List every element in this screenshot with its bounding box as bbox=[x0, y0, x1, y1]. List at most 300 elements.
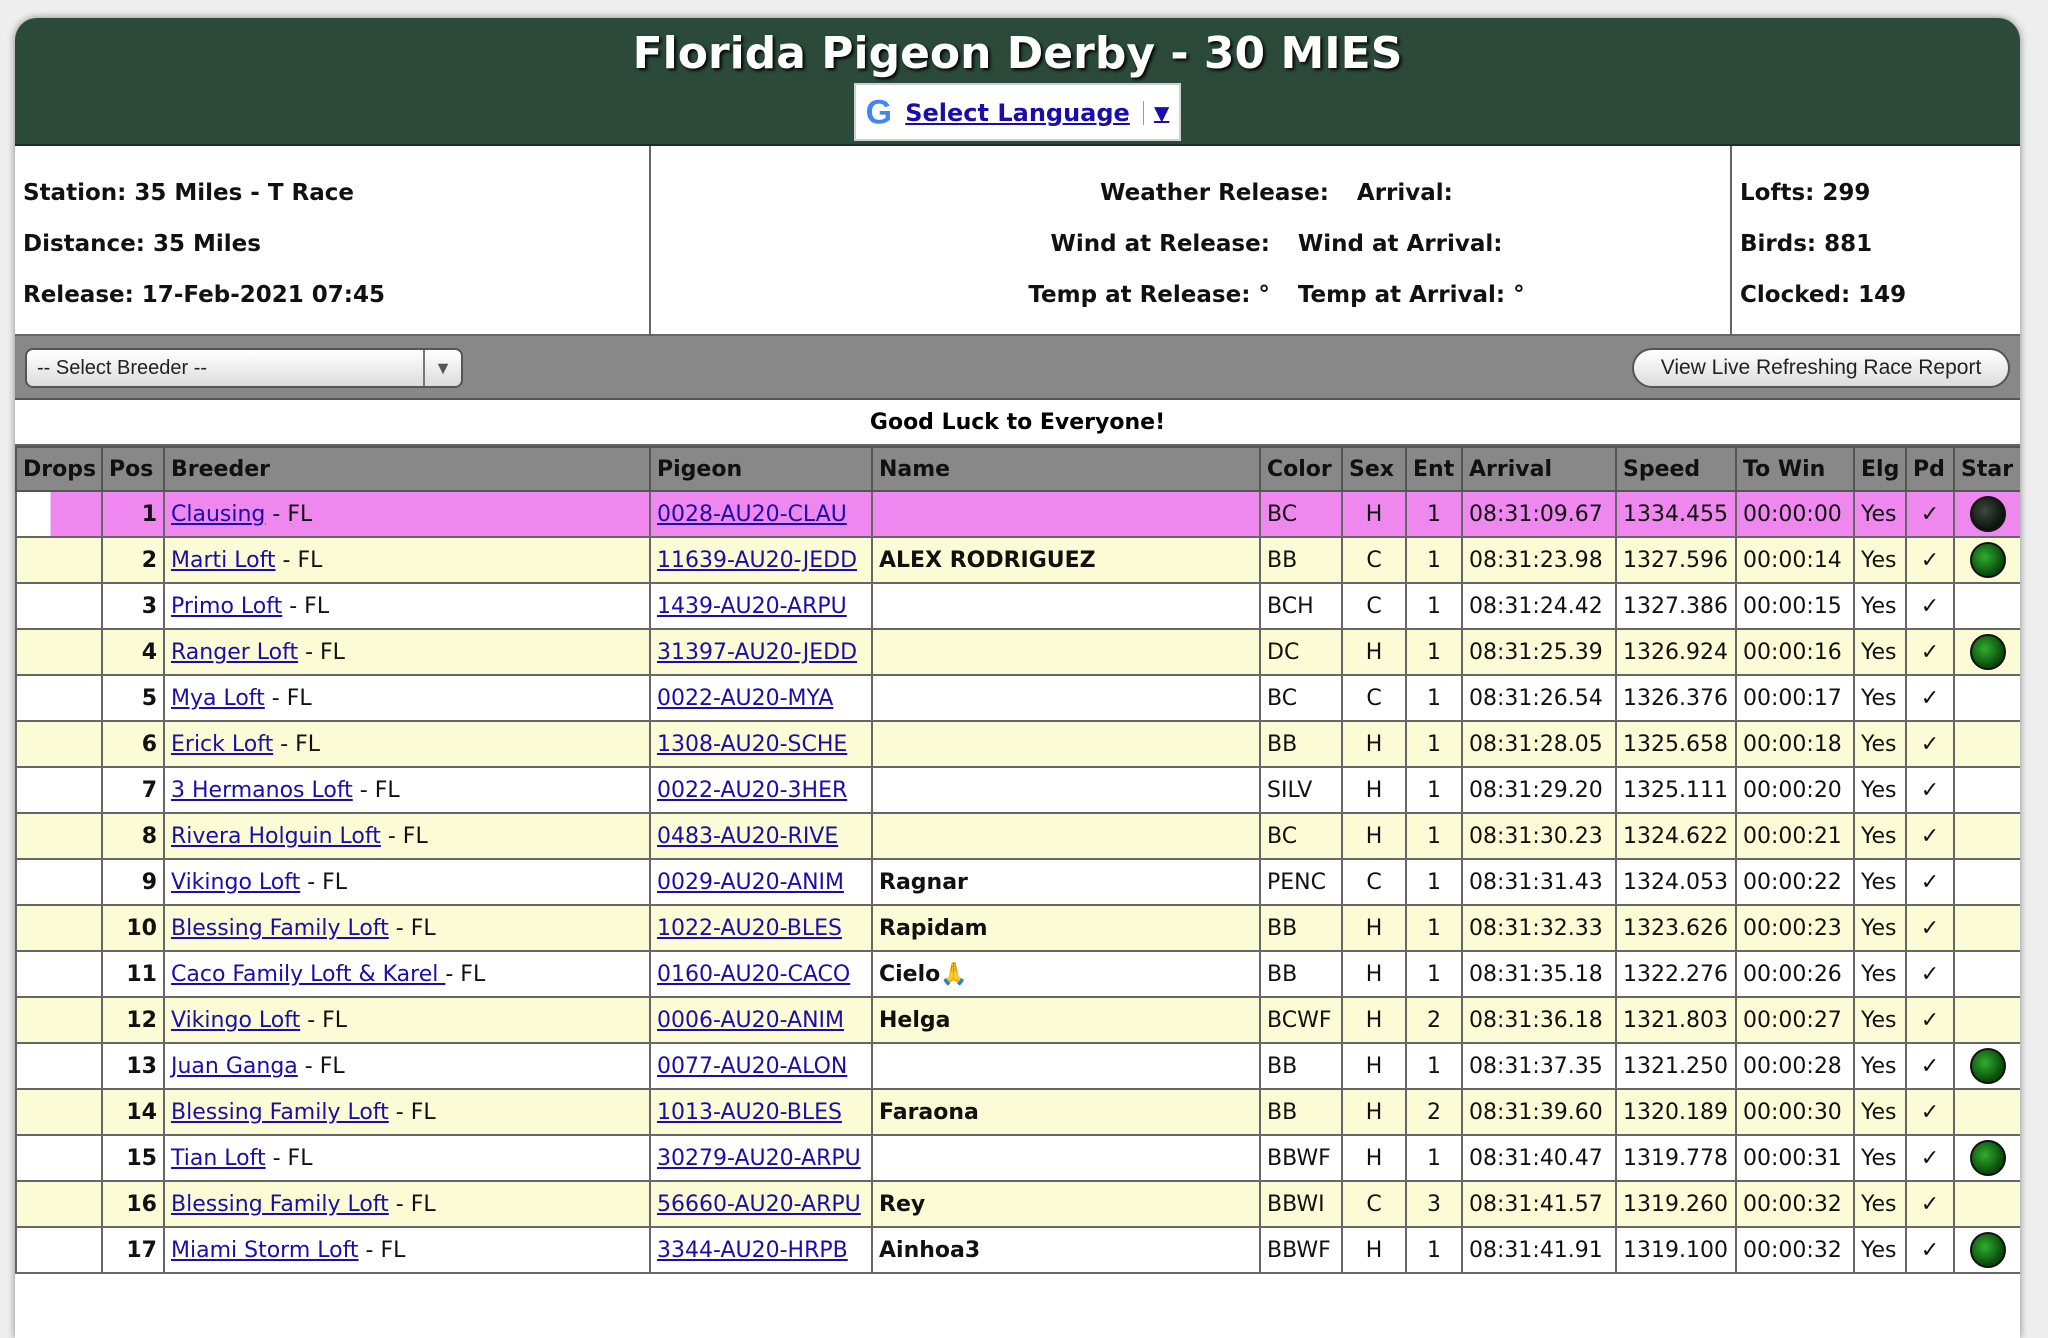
drops-cell bbox=[16, 905, 102, 951]
drops-cell bbox=[16, 1181, 102, 1227]
paid-cell: ✓ bbox=[1906, 951, 1954, 997]
color-cell: BBWF bbox=[1260, 1227, 1342, 1273]
chevron-down-icon[interactable]: ▼ bbox=[423, 350, 461, 386]
position-cell: 3 bbox=[102, 583, 164, 629]
pigeon-link[interactable]: 1308-AU20-SCHE bbox=[657, 731, 848, 757]
entries-cell: 1 bbox=[1406, 1135, 1462, 1181]
breeder-state: - FL bbox=[300, 1007, 348, 1033]
arrival-cell: 08:31:30.23 bbox=[1462, 813, 1616, 859]
pigeon-link[interactable]: 1022-AU20-BLES bbox=[657, 915, 842, 941]
drops-cell bbox=[16, 537, 102, 583]
pigeon-link[interactable]: 0077-AU20-ALON bbox=[657, 1053, 848, 1079]
sex-cell: C bbox=[1342, 1181, 1406, 1227]
breeder-link[interactable]: Mya Loft bbox=[171, 685, 265, 711]
pigeon-link[interactable]: 56660-AU20-ARPU bbox=[657, 1191, 861, 1217]
star-cell bbox=[1954, 491, 2020, 537]
breeder-select-value: -- Select Breeder -- bbox=[37, 357, 208, 379]
table-row bbox=[16, 859, 2020, 905]
arrival-cell: 08:31:23.98 bbox=[1462, 537, 1616, 583]
sex-cell: H bbox=[1342, 1089, 1406, 1135]
to-win-cell: 00:00:22 bbox=[1736, 859, 1854, 905]
entries-cell: 1 bbox=[1406, 905, 1462, 951]
pigeon-cell bbox=[650, 629, 872, 675]
weather-release-label: Weather Release: bbox=[1100, 180, 1329, 206]
breeder-state: - FL bbox=[265, 1145, 313, 1171]
pigeon-cell bbox=[650, 491, 872, 537]
pigeon-cell bbox=[650, 951, 872, 997]
speed-cell: 1326.924 bbox=[1616, 629, 1736, 675]
pigeon-link[interactable]: 0006-AU20-ANIM bbox=[657, 1007, 845, 1033]
entries-cell: 1 bbox=[1406, 629, 1462, 675]
star-indicator-icon bbox=[1970, 496, 2006, 532]
color-cell: BC bbox=[1260, 813, 1342, 859]
color-cell: DC bbox=[1260, 629, 1342, 675]
column-header-pos: Pos bbox=[102, 447, 164, 491]
select-language-link[interactable]: Select Language bbox=[905, 98, 1130, 127]
table-row bbox=[16, 491, 2020, 537]
breeder-select[interactable] bbox=[25, 348, 463, 388]
drops-cell bbox=[16, 1089, 102, 1135]
sex-cell: H bbox=[1342, 767, 1406, 813]
breeder-state: - FL bbox=[273, 731, 321, 757]
entries-cell: 2 bbox=[1406, 997, 1462, 1043]
pigeon-link[interactable]: 0022-AU20-MYA bbox=[657, 685, 834, 711]
eligible-cell: Yes bbox=[1854, 537, 1906, 583]
arrival-cell: 08:31:40.47 bbox=[1462, 1135, 1616, 1181]
table-row bbox=[16, 767, 2020, 813]
results-table bbox=[15, 446, 2020, 1274]
to-win-cell: 00:00:15 bbox=[1736, 583, 1854, 629]
paid-cell: ✓ bbox=[1906, 1043, 1954, 1089]
paid-cell: ✓ bbox=[1906, 767, 1954, 813]
pigeon-cell bbox=[650, 537, 872, 583]
position-cell: 4 bbox=[102, 629, 164, 675]
paid-cell: ✓ bbox=[1906, 1181, 1954, 1227]
to-win-cell: 00:00:16 bbox=[1736, 629, 1854, 675]
drops-cell bbox=[16, 629, 102, 675]
pigeon-cell bbox=[650, 813, 872, 859]
position-cell: 10 bbox=[102, 905, 164, 951]
breeder-link[interactable]: Blessing Family Loft bbox=[171, 1099, 389, 1125]
speed-cell: 1319.260 bbox=[1616, 1181, 1736, 1227]
temp-arrival-label: Temp at Arrival: ° bbox=[1297, 282, 1525, 308]
eligible-cell: Yes bbox=[1854, 1227, 1906, 1273]
chevron-down-icon[interactable]: ▼ bbox=[1143, 101, 1169, 125]
table-row bbox=[16, 813, 2020, 859]
column-header-speed: Speed bbox=[1616, 447, 1736, 491]
breeder-link[interactable]: Clausing bbox=[171, 501, 266, 527]
eligible-cell: Yes bbox=[1854, 721, 1906, 767]
to-win-cell: 00:00:26 bbox=[1736, 951, 1854, 997]
table-row bbox=[16, 997, 2020, 1043]
column-header-sex: Sex bbox=[1342, 447, 1406, 491]
lofts-count: Lofts: 299 bbox=[1740, 180, 1871, 206]
star-cell bbox=[1954, 583, 2020, 629]
position-cell: 17 bbox=[102, 1227, 164, 1273]
breeder-link[interactable]: Miami Storm Loft bbox=[171, 1237, 359, 1263]
arrival-cell: 08:31:24.42 bbox=[1462, 583, 1616, 629]
breeder-link[interactable]: Primo Loft bbox=[171, 593, 283, 619]
pigeon-link[interactable]: 0160-AU20-CACO bbox=[657, 961, 851, 987]
column-header-elg: Elg bbox=[1854, 447, 1906, 491]
pigeon-name-cell bbox=[872, 491, 1260, 537]
breeder-link[interactable]: Vikingo Loft bbox=[171, 869, 301, 895]
eligible-cell: Yes bbox=[1854, 1089, 1906, 1135]
eligible-cell: Yes bbox=[1854, 859, 1906, 905]
pigeon-cell bbox=[650, 1227, 872, 1273]
pigeon-cell bbox=[650, 1135, 872, 1181]
paid-cell: ✓ bbox=[1906, 491, 1954, 537]
wind-arrival-label: Wind at Arrival: bbox=[1297, 231, 1503, 257]
to-win-cell: 00:00:31 bbox=[1736, 1135, 1854, 1181]
entries-cell: 1 bbox=[1406, 1227, 1462, 1273]
breeder-link[interactable]: 3 Hermanos Loft bbox=[171, 777, 353, 803]
pigeon-link[interactable]: 1439-AU20-ARPU bbox=[657, 593, 847, 619]
column-header-pd: Pd bbox=[1906, 447, 1954, 491]
pigeon-cell bbox=[650, 583, 872, 629]
arrival-cell: 08:31:28.05 bbox=[1462, 721, 1616, 767]
star-cell bbox=[1954, 1227, 2020, 1273]
sex-cell: H bbox=[1342, 1227, 1406, 1273]
pigeon-cell bbox=[650, 721, 872, 767]
to-win-cell: 00:00:27 bbox=[1736, 997, 1854, 1043]
eligible-cell: Yes bbox=[1854, 675, 1906, 721]
breeder-state: - FL bbox=[388, 1191, 436, 1217]
race-info bbox=[15, 146, 2020, 336]
to-win-cell: 00:00:21 bbox=[1736, 813, 1854, 859]
speed-cell: 1324.622 bbox=[1616, 813, 1736, 859]
star-indicator-icon bbox=[1970, 1048, 2006, 1084]
drops-cell bbox=[16, 583, 102, 629]
column-header-arrival: Arrival bbox=[1462, 447, 1616, 491]
page-title: Florida Pigeon Derby - 30 MIES bbox=[632, 28, 1403, 79]
table-row bbox=[16, 1227, 2020, 1273]
arrival-cell: 08:31:29.20 bbox=[1462, 767, 1616, 813]
entries-cell: 1 bbox=[1406, 1043, 1462, 1089]
color-cell: BC bbox=[1260, 675, 1342, 721]
pigeon-link[interactable]: 3344-AU20-HRPB bbox=[657, 1237, 848, 1263]
entries-cell: 1 bbox=[1406, 813, 1462, 859]
pigeon-name-cell: Faraona bbox=[872, 1089, 1260, 1135]
race-info-left bbox=[15, 146, 651, 334]
pigeon-name-cell: Ragnar bbox=[872, 859, 1260, 905]
speed-cell: 1322.276 bbox=[1616, 951, 1736, 997]
star-cell bbox=[1954, 859, 2020, 905]
drops-cell bbox=[16, 997, 102, 1043]
entries-cell: 1 bbox=[1406, 859, 1462, 905]
race-stats bbox=[1732, 146, 2020, 334]
entries-cell: 1 bbox=[1406, 721, 1462, 767]
arrival-cell: 08:31:36.18 bbox=[1462, 997, 1616, 1043]
color-cell: BC bbox=[1260, 491, 1342, 537]
drops-cell bbox=[16, 1227, 102, 1273]
breeder-cell bbox=[164, 1135, 650, 1181]
toolbar bbox=[15, 336, 2020, 400]
breeder-state: - FL bbox=[388, 1099, 436, 1125]
star-cell bbox=[1954, 1181, 2020, 1227]
entries-cell: 1 bbox=[1406, 537, 1462, 583]
eligible-cell: Yes bbox=[1854, 491, 1906, 537]
breeder-link[interactable]: Tian Loft bbox=[171, 1145, 266, 1171]
breeder-cell bbox=[164, 583, 650, 629]
breeder-state: - FL bbox=[388, 915, 436, 941]
speed-cell: 1327.596 bbox=[1616, 537, 1736, 583]
column-header-to-win: To Win bbox=[1736, 447, 1854, 491]
breeder-link[interactable]: Ranger Loft bbox=[171, 639, 299, 665]
temp-release-label: Temp at Release: ° bbox=[1028, 282, 1270, 308]
pigeon-link[interactable]: 31397-AU20-JEDD bbox=[657, 639, 858, 665]
to-win-cell: 00:00:32 bbox=[1736, 1181, 1854, 1227]
star-cell bbox=[1954, 813, 2020, 859]
position-cell: 15 bbox=[102, 1135, 164, 1181]
table-row bbox=[16, 675, 2020, 721]
breeder-state: - FL bbox=[265, 501, 313, 527]
paid-cell: ✓ bbox=[1906, 1135, 1954, 1181]
sex-cell: H bbox=[1342, 1135, 1406, 1181]
star-indicator-icon bbox=[1970, 1232, 2006, 1268]
sex-cell: C bbox=[1342, 537, 1406, 583]
speed-cell: 1320.189 bbox=[1616, 1089, 1736, 1135]
pigeon-name-cell bbox=[872, 1135, 1260, 1181]
star-cell bbox=[1954, 629, 2020, 675]
arrival-cell: 08:31:25.39 bbox=[1462, 629, 1616, 675]
breeder-state: - FL bbox=[275, 547, 323, 573]
arrival-cell: 08:31:09.67 bbox=[1462, 491, 1616, 537]
drops-cell bbox=[16, 859, 102, 905]
drops-cell bbox=[16, 721, 102, 767]
sex-cell: C bbox=[1342, 583, 1406, 629]
google-icon: G bbox=[865, 93, 893, 132]
drops-cell bbox=[16, 813, 102, 859]
paid-cell: ✓ bbox=[1906, 629, 1954, 675]
entries-cell: 1 bbox=[1406, 767, 1462, 813]
position-cell: 13 bbox=[102, 1043, 164, 1089]
speed-cell: 1323.626 bbox=[1616, 905, 1736, 951]
eligible-cell: Yes bbox=[1854, 997, 1906, 1043]
arrival-cell: 08:31:39.60 bbox=[1462, 1089, 1616, 1135]
paid-cell: ✓ bbox=[1906, 583, 1954, 629]
table-row bbox=[16, 583, 2020, 629]
table-row bbox=[16, 1135, 2020, 1181]
paid-cell: ✓ bbox=[1906, 1227, 1954, 1273]
to-win-cell: 00:00:00 bbox=[1736, 491, 1854, 537]
sex-cell: H bbox=[1342, 629, 1406, 675]
speed-cell: 1325.111 bbox=[1616, 767, 1736, 813]
breeder-state: - FL bbox=[358, 1237, 406, 1263]
breeder-cell bbox=[164, 1043, 650, 1089]
pigeon-link[interactable]: 0022-AU20-3HER bbox=[657, 777, 848, 803]
pigeon-link[interactable]: 0028-AU20-CLAU bbox=[657, 501, 847, 527]
speed-cell: 1319.778 bbox=[1616, 1135, 1736, 1181]
entries-cell: 3 bbox=[1406, 1181, 1462, 1227]
color-cell: BB bbox=[1260, 1089, 1342, 1135]
table-row bbox=[16, 629, 2020, 675]
sex-cell: H bbox=[1342, 905, 1406, 951]
color-cell: BCH bbox=[1260, 583, 1342, 629]
position-cell: 11 bbox=[102, 951, 164, 997]
breeder-link[interactable]: Marti Loft bbox=[171, 547, 276, 573]
column-header-color: Color bbox=[1260, 447, 1342, 491]
pigeon-cell bbox=[650, 1089, 872, 1135]
paid-cell: ✓ bbox=[1906, 813, 1954, 859]
birds-count: Birds: 881 bbox=[1740, 231, 1873, 257]
star-cell bbox=[1954, 951, 2020, 997]
breeder-link[interactable]: Juan Ganga bbox=[171, 1053, 298, 1079]
position-cell: 16 bbox=[102, 1181, 164, 1227]
position-cell: 14 bbox=[102, 1089, 164, 1135]
pigeon-cell bbox=[650, 675, 872, 721]
breeder-cell bbox=[164, 721, 650, 767]
pigeon-name-cell bbox=[872, 721, 1260, 767]
table-header-row bbox=[16, 447, 2020, 491]
breeder-cell bbox=[164, 905, 650, 951]
breeder-cell bbox=[164, 537, 650, 583]
pigeon-name-cell: Helga bbox=[872, 997, 1260, 1043]
breeder-cell bbox=[164, 629, 650, 675]
position-cell: 9 bbox=[102, 859, 164, 905]
table-row bbox=[16, 1089, 2020, 1135]
speed-cell: 1321.803 bbox=[1616, 997, 1736, 1043]
weather-info bbox=[651, 146, 1732, 334]
pigeon-name-cell bbox=[872, 629, 1260, 675]
eligible-cell: Yes bbox=[1854, 583, 1906, 629]
star-cell bbox=[1954, 1043, 2020, 1089]
column-header-name: Name bbox=[872, 447, 1260, 491]
table-row bbox=[16, 1043, 2020, 1089]
arrival-cell: 08:31:32.33 bbox=[1462, 905, 1616, 951]
language-selector[interactable] bbox=[854, 83, 1182, 141]
table-row bbox=[16, 905, 2020, 951]
breeder-state: - FL bbox=[297, 1053, 345, 1079]
entries-cell: 1 bbox=[1406, 951, 1462, 997]
page-header bbox=[15, 18, 2020, 146]
paid-cell: ✓ bbox=[1906, 675, 1954, 721]
pigeon-cell bbox=[650, 859, 872, 905]
position-cell: 2 bbox=[102, 537, 164, 583]
pigeon-link[interactable]: 30279-AU20-ARPU bbox=[657, 1145, 861, 1171]
eligible-cell: Yes bbox=[1854, 767, 1906, 813]
breeder-cell bbox=[164, 997, 650, 1043]
column-header-star: Star bbox=[1954, 447, 2020, 491]
sex-cell: C bbox=[1342, 859, 1406, 905]
position-cell: 12 bbox=[102, 997, 164, 1043]
star-cell bbox=[1954, 1135, 2020, 1181]
to-win-cell: 00:00:20 bbox=[1736, 767, 1854, 813]
breeder-state: - FL bbox=[352, 777, 400, 803]
to-win-cell: 00:00:28 bbox=[1736, 1043, 1854, 1089]
arrival-cell: 08:31:35.18 bbox=[1462, 951, 1616, 997]
breeder-link[interactable]: Caco Family Loft & Karel bbox=[171, 961, 446, 987]
column-header-ent: Ent bbox=[1406, 447, 1462, 491]
position-cell: 5 bbox=[102, 675, 164, 721]
star-indicator-icon bbox=[1970, 1140, 2006, 1176]
release-text: Release: 17-Feb-2021 07:45 bbox=[23, 282, 385, 308]
entries-cell: 1 bbox=[1406, 583, 1462, 629]
breeder-state: - FL bbox=[300, 869, 348, 895]
paid-cell: ✓ bbox=[1906, 859, 1954, 905]
breeder-cell bbox=[164, 813, 650, 859]
breeder-link[interactable]: Rivera Holguin Loft bbox=[171, 823, 381, 849]
color-cell: BB bbox=[1260, 905, 1342, 951]
wind-release-label: Wind at Release: bbox=[1050, 231, 1270, 257]
pigeon-name-cell bbox=[872, 1043, 1260, 1089]
eligible-cell: Yes bbox=[1854, 1135, 1906, 1181]
pigeon-cell bbox=[650, 1043, 872, 1089]
pigeon-cell bbox=[650, 767, 872, 813]
speed-cell: 1321.250 bbox=[1616, 1043, 1736, 1089]
sex-cell: C bbox=[1342, 675, 1406, 721]
speed-cell: 1334.455 bbox=[1616, 491, 1736, 537]
breeder-state: - FL bbox=[380, 823, 428, 849]
star-indicator-icon bbox=[1970, 634, 2006, 670]
star-cell bbox=[1954, 675, 2020, 721]
entries-cell: 1 bbox=[1406, 491, 1462, 537]
position-cell: 7 bbox=[102, 767, 164, 813]
pigeon-name-cell: Rey bbox=[872, 1181, 1260, 1227]
breeder-cell bbox=[164, 1089, 650, 1135]
color-cell: BB bbox=[1260, 537, 1342, 583]
color-cell: BBWI bbox=[1260, 1181, 1342, 1227]
breeder-cell bbox=[164, 1227, 650, 1273]
table-row bbox=[16, 537, 2020, 583]
entries-cell: 1 bbox=[1406, 675, 1462, 721]
breeder-state: - FL bbox=[445, 961, 486, 987]
table-row bbox=[16, 1181, 2020, 1227]
arrival-cell: 08:31:37.35 bbox=[1462, 1043, 1616, 1089]
clocked-count: Clocked: 149 bbox=[1740, 282, 1907, 308]
breeder-link[interactable]: Vikingo Loft bbox=[171, 1007, 301, 1033]
eligible-cell: Yes bbox=[1854, 905, 1906, 951]
sex-cell: H bbox=[1342, 721, 1406, 767]
speed-cell: 1327.386 bbox=[1616, 583, 1736, 629]
pigeon-link[interactable]: 1013-AU20-BLES bbox=[657, 1099, 842, 1125]
sex-cell: H bbox=[1342, 813, 1406, 859]
live-report-button[interactable]: View Live Refreshing Race Report bbox=[1632, 348, 2010, 388]
star-indicator-icon bbox=[1970, 542, 2006, 578]
to-win-cell: 00:00:18 bbox=[1736, 721, 1854, 767]
drops-cell bbox=[16, 767, 102, 813]
breeder-link[interactable]: Blessing Family Loft bbox=[171, 915, 389, 941]
color-cell: BB bbox=[1260, 951, 1342, 997]
paid-cell: ✓ bbox=[1906, 997, 1954, 1043]
to-win-cell: 00:00:30 bbox=[1736, 1089, 1854, 1135]
sex-cell: H bbox=[1342, 951, 1406, 997]
drops-cell bbox=[16, 1135, 102, 1181]
speed-cell: 1325.658 bbox=[1616, 721, 1736, 767]
pigeon-link[interactable]: 0029-AU20-ANIM bbox=[657, 869, 845, 895]
to-win-cell: 00:00:14 bbox=[1736, 537, 1854, 583]
results-body bbox=[16, 491, 2020, 1273]
position-cell: 6 bbox=[102, 721, 164, 767]
pigeon-link[interactable]: 11639-AU20-JEDD bbox=[657, 547, 858, 573]
luck-message: Good Luck to Everyone! bbox=[15, 400, 2020, 446]
breeder-cell bbox=[164, 951, 650, 997]
paid-cell: ✓ bbox=[1906, 905, 1954, 951]
color-cell: BB bbox=[1260, 1043, 1342, 1089]
pigeon-cell bbox=[650, 1181, 872, 1227]
color-cell: BB bbox=[1260, 721, 1342, 767]
pigeon-link[interactable]: 0483-AU20-RIVE bbox=[657, 823, 839, 849]
breeder-link[interactable]: Blessing Family Loft bbox=[171, 1191, 389, 1217]
drops-cell bbox=[16, 675, 102, 721]
breeder-state: - FL bbox=[264, 685, 312, 711]
eligible-cell: Yes bbox=[1854, 813, 1906, 859]
position-cell: 8 bbox=[102, 813, 164, 859]
speed-cell: 1326.376 bbox=[1616, 675, 1736, 721]
pigeon-name-cell bbox=[872, 813, 1260, 859]
entries-cell: 2 bbox=[1406, 1089, 1462, 1135]
breeder-link[interactable]: Erick Loft bbox=[171, 731, 274, 757]
